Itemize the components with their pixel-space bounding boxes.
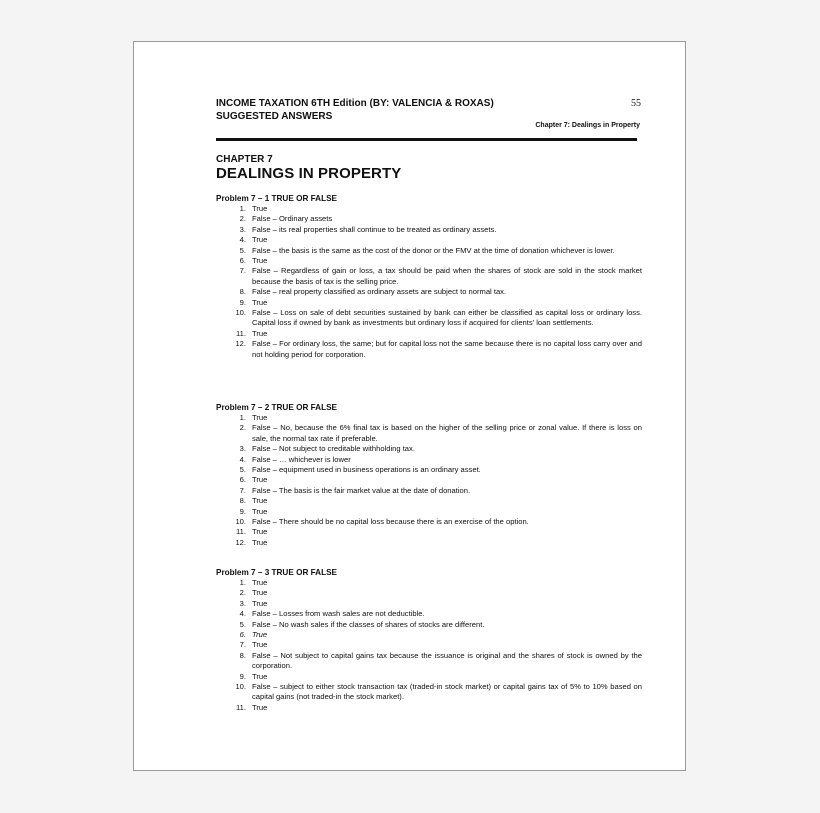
chapter-title: DEALINGS IN PROPERTY — [216, 165, 402, 182]
item-number: 4. — [239, 609, 246, 619]
item-number: 11. — [236, 328, 246, 338]
answer-item — [216, 444, 642, 454]
answer-text: True — [252, 506, 268, 516]
answer-text: True — [252, 235, 268, 245]
answer-item — [216, 517, 642, 527]
item-number: 7. — [239, 266, 246, 276]
answer-text: True — [252, 475, 268, 485]
answer-text: True — [252, 256, 268, 266]
answer-text: False – its real properties shall continue to be treated as ordinary assets. — [252, 224, 497, 234]
item-number: 5. — [239, 245, 246, 255]
answer-item — [216, 413, 642, 423]
item-number: 3. — [239, 598, 246, 608]
item-number: 3. — [239, 444, 246, 454]
item-number: 4. — [239, 235, 246, 245]
answer-item — [216, 308, 642, 329]
answer-text: False – Loss on sale of debt securities sustained by bank can either be classified as capital loss or ordinary loss. Capital loss if owned by bank as investments but ordinary loss if acquired for clients' loan settlements. — [252, 308, 642, 328]
answer-text: False – No, because the 6% final tax is based on the higher of the selling price or zonal value. If there is loss on sale, the normal tax rate if preferable. — [252, 423, 642, 443]
answer-item — [216, 256, 642, 266]
answer-item — [216, 630, 642, 640]
page-number: 55 — [631, 98, 641, 109]
answer-text: True — [252, 328, 268, 338]
item-number: 1. — [239, 413, 246, 422]
answer-text: False – real property classified as ordinary assets are subject to normal tax. — [252, 287, 507, 297]
answer-text: False – For ordinary loss, the same; but for capital loss not the same because there is no capital loss carry over and not holding period for corporation. — [252, 339, 642, 359]
answer-item — [216, 475, 642, 485]
answer-text: True — [252, 702, 268, 712]
problem-heading: Problem 7 – 3 TRUE OR FALSE — [216, 568, 338, 577]
item-number: 8. — [239, 287, 246, 297]
item-number: 5. — [239, 619, 246, 629]
answer-text: True — [252, 578, 268, 587]
answer-item — [216, 682, 642, 703]
answer-item — [216, 339, 642, 360]
item-number: 7. — [239, 640, 246, 650]
item-number: 12. — [235, 537, 246, 547]
answer-text: True — [252, 204, 268, 213]
item-number: 3. — [239, 224, 246, 234]
answer-item — [216, 287, 642, 297]
item-number: 12. — [235, 339, 246, 349]
header-divider — [216, 138, 637, 141]
item-number: 1. — [239, 578, 246, 587]
answer-text: True — [252, 496, 268, 506]
item-number: 10. — [235, 682, 246, 692]
item-number: 11. — [236, 527, 246, 537]
answer-text: False – equipment used in business operations is an ordinary asset. — [252, 465, 481, 475]
answer-item — [216, 507, 642, 517]
problem-section-7-3 — [216, 567, 642, 713]
answer-item — [216, 703, 642, 713]
problem-section-7-2 — [216, 402, 642, 548]
answer-text: False – subject to either stock transaction tax (traded-in stock market) or capital gains tax of 5% to 10% based on capital gains (not traded-in the stock market). — [252, 682, 642, 702]
item-number: 9. — [239, 297, 246, 307]
item-number: 10. — [235, 308, 246, 318]
answer-item — [216, 329, 642, 339]
item-number: 1. — [239, 204, 246, 213]
item-number: 9. — [239, 506, 246, 516]
running-chapter-title: Chapter 7: Dealings in Property — [535, 122, 640, 129]
answer-text: True — [252, 537, 268, 547]
answer-item — [216, 578, 642, 588]
problem-heading: Problem 7 – 2 TRUE OR FALSE — [216, 403, 338, 412]
item-number: 8. — [239, 496, 246, 506]
answer-item — [216, 204, 642, 214]
answer-text: False – the basis is the same as the cost of the donor or the FMV at the time of donation whichever is lower. — [252, 245, 615, 255]
answer-text: False – No wash sales if the classes of shares of stocks are different. — [252, 619, 485, 629]
answer-text: False – There should be no capital loss because there is an exercise of the option. — [252, 517, 529, 527]
problem-section-7-1 — [216, 193, 642, 360]
answer-item — [216, 423, 642, 444]
answer-item — [216, 455, 642, 465]
answer-text: True — [252, 671, 268, 681]
answer-text: False – … whichever is lower — [252, 454, 351, 464]
answer-text: True — [252, 297, 268, 307]
answer-text: False – Not subject to capital gains tax because the issuance is original and the shares of stock is owned by the corporation. — [252, 650, 642, 671]
answer-item — [216, 486, 642, 496]
header-subtitle: SUGGESTED ANSWERS — [216, 111, 333, 122]
answer-text: True — [252, 598, 268, 608]
answer-text: False – Ordinary assets — [252, 214, 333, 224]
item-number: 2. — [239, 214, 246, 224]
answer-item — [216, 266, 642, 287]
answer-item — [216, 538, 642, 548]
answer-item — [216, 465, 642, 475]
answer-text: False – Regardless of gain or loss, a tax should be paid when the shares of stock are sold in the stock market because the basis of tax is the selling price. — [252, 266, 642, 286]
answer-item — [216, 225, 642, 235]
answer-text: True — [252, 413, 268, 422]
answer-item — [216, 588, 642, 598]
answer-item — [216, 214, 642, 224]
document-page — [133, 41, 686, 771]
answer-text: True — [252, 640, 268, 650]
answer-text: False – The basis is the fair market value at the date of donation. — [252, 485, 471, 495]
answer-item — [216, 496, 642, 506]
answer-item — [216, 599, 642, 609]
chapter-label: CHAPTER 7 — [216, 154, 273, 165]
item-number: 4. — [239, 454, 246, 464]
problem-heading: Problem 7 – 1 TRUE OR FALSE — [216, 194, 338, 203]
item-number: 6. — [239, 256, 246, 266]
item-number: 8. — [239, 650, 246, 660]
answer-item — [216, 235, 642, 245]
answer-item — [216, 640, 642, 650]
item-number: 7. — [239, 485, 246, 495]
item-number: 2. — [239, 423, 246, 433]
answer-text: True — [252, 630, 268, 640]
item-number: 5. — [239, 465, 246, 475]
answer-item — [216, 620, 642, 630]
item-number: 10. — [235, 517, 246, 527]
item-number: 2. — [239, 588, 246, 598]
answer-item — [216, 651, 642, 672]
answer-text: True — [252, 527, 268, 537]
answer-item — [216, 246, 642, 256]
answer-item — [216, 672, 642, 682]
item-number: 6. — [239, 630, 246, 640]
answer-item — [216, 527, 642, 537]
answer-text: True — [252, 588, 268, 598]
answer-text: False – Losses from wash sales are not deductible. — [252, 609, 425, 619]
answer-item — [216, 298, 642, 308]
item-number: 9. — [239, 671, 246, 681]
answer-text: False – Not subject to creditable withholding tax. — [252, 444, 415, 454]
book-title: INCOME TAXATION 6TH Edition (BY: VALENCIA & ROXAS) — [216, 98, 494, 109]
answer-item — [216, 609, 642, 619]
item-number: 6. — [239, 475, 246, 485]
document-header — [216, 97, 494, 123]
item-number: 11. — [236, 702, 246, 712]
